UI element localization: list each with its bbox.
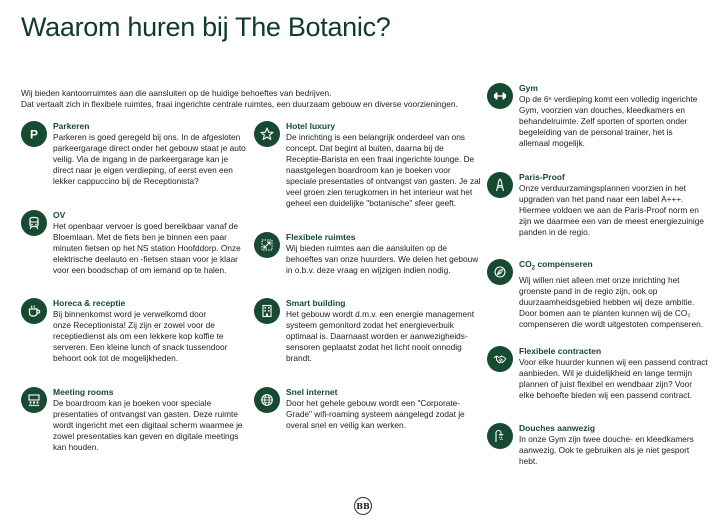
feature-text: Voor elke huurder kunnen wij een passend contract aanbieden. Wil je duidelijkheid en lange termijn plannen of juist flexibel en wendbaar zijn? Voor elke behoefte bieden wij een passend contract. [519,357,708,400]
eiffel-tower-icon [487,172,513,198]
feature-title: Paris-Proof [519,172,565,182]
co2-icon [487,259,513,285]
intro-text [21,88,481,110]
parking-icon [21,121,47,147]
feature-text: Wij willen niet alleen met onze inrichting het groenste pand in de regio zijn, ook op duurzaamheidsgebied hebben wij deze ambitie. Door bomen aan te planten kunnen wij de CO₂ compenseren die wordt uitgestoten compenseren. [519,274,704,329]
feature-title: Smart building [286,298,346,308]
meeting-icon [21,387,47,413]
page-title: Waarom huren bij The Botanic? [21,12,391,42]
feature-text: Het openbaar vervoer is goed bereikbaar vanaf de Bloemlaan. Met de fiets ben je binnen een paar minuten fietsen op het NS station Hoofddorp. Onze elektrische deelauto en -fietsen staan voor je klaar voor een boodschap of om iemand op te halen. [53,221,241,275]
star-icon [254,121,280,147]
feature-title: Meeting rooms [53,387,114,397]
feature-text: Parkeren is goed geregeld bij ons. In de afgesloten parkeergarage direct onder het gebouw staat je auto veilig. Via de ingang in de parkeergarage kan je direct naar je eigen verdieping, of eerst even een lekker cappuccino bij de Receptionista? [53,132,246,186]
feature-title: Gym [519,83,538,93]
feature-text: Op de 6ᵉ verdieping komt een volledig ingerichte Gym, voorzien van douches, kleedkamers en behandelruimte. Zelf sporten of sporten onder begeleiding van de personal trainer, het is allemaal mogelijk. [519,94,698,148]
feature-title: Parkeren [53,121,90,131]
resize-icon [254,232,280,258]
feature-title: Flexibele contracten [519,346,602,356]
feature-text: Bij binnenkomst word je verwelkomd door onze Receptionista! Zij zijn er zowel voor de receptiedienst als om een lekkere kop koffie te serveren. Een kleine lunch of snack tussendoor behoort ook tot de mogelijkheden. [53,309,228,363]
globe-icon [254,387,280,413]
feature-title: OV [53,210,66,220]
feature-text: In onze Gym zijn twee douche- en kleedkamers aanwezig. Ook te gebruiken als je niet gesport hebt. [519,434,694,466]
shower-icon [487,423,513,449]
feature-text: De inrichting is een belangrijk onderdeel van ons concept. Dat begint al buiten, daarna bij de Receptie-Barista en een fraai ingerichte lounge. De naastgelegen boardroom kan je boeken voor speciale presentaties of ontvangst van gasten. Je zal veel groen zien terugkomen in het interieur wat het geheel een duidelijke "botanische" sfeer geeft. [286,132,481,208]
feature-title: Horeca & receptie [53,298,126,308]
botanic-logo: BB [354,497,372,515]
feature-title: Hotel luxury [286,121,336,131]
handshake-icon [487,346,513,372]
feature-text: Door het gehele gebouw wordt een "Corporate- Grade" wifi-roaming systeem aangelegd zodat je overal snel en veilig kan werken. [286,398,465,430]
feature-title: $CO_2$ compenseren [519,259,593,272]
dumbbell-icon [487,83,513,109]
feature-title: Flexibele ruimtes [286,232,356,242]
train-icon [21,210,47,236]
intro-line-1: Wij bieden kantoorruimtes aan die aansluiten op de huidige behoeftes van bedrijven. [21,88,332,98]
feature-text: Het gebouw wordt d.m.v. een energie management systeem gemonitord zodat het energieverbuik optimaal is. Daarnaast worden er aanwezigheids- sensoren geplaatst zodat het licht nooit onnodig brandt. [286,309,475,363]
svg-text:P: P [29,127,39,142]
building-icon [254,298,280,324]
feature-text: De boardroom kan je boeken voor speciale presentaties of ontvangst van gasten. Deze ruimte wordt ingericht met een digitaal scherm waarmee je zowel presentaties kan geven en digitale meetings kan houden. [53,398,243,452]
feature-title: Douches aanwezig [519,423,596,433]
feature-title: Snel internet [286,387,338,397]
coffee-icon [21,298,47,324]
feature-text: Wij bieden ruimtes aan die aansluiten op de behoeftes van onze huurders. We delen het gebouw in o.b.v. deze vraag en wijzigen indien nodig. [286,243,479,275]
intro-line-2: Dat vertaalt zich in flexibele ruimtes, fraai ingerichte centrale ruimtes, een duurzaam gebouw en diverse voorzieningen. [21,99,458,109]
feature-text: Onze verduurzamingsplannen voorzien in het upgraden van het pand naar een label A+++. Hiermee voldoen we aan de Paris-Proof norm en zijn we daarmee een van de meest energiezuinige panden in de regio. [519,183,704,237]
